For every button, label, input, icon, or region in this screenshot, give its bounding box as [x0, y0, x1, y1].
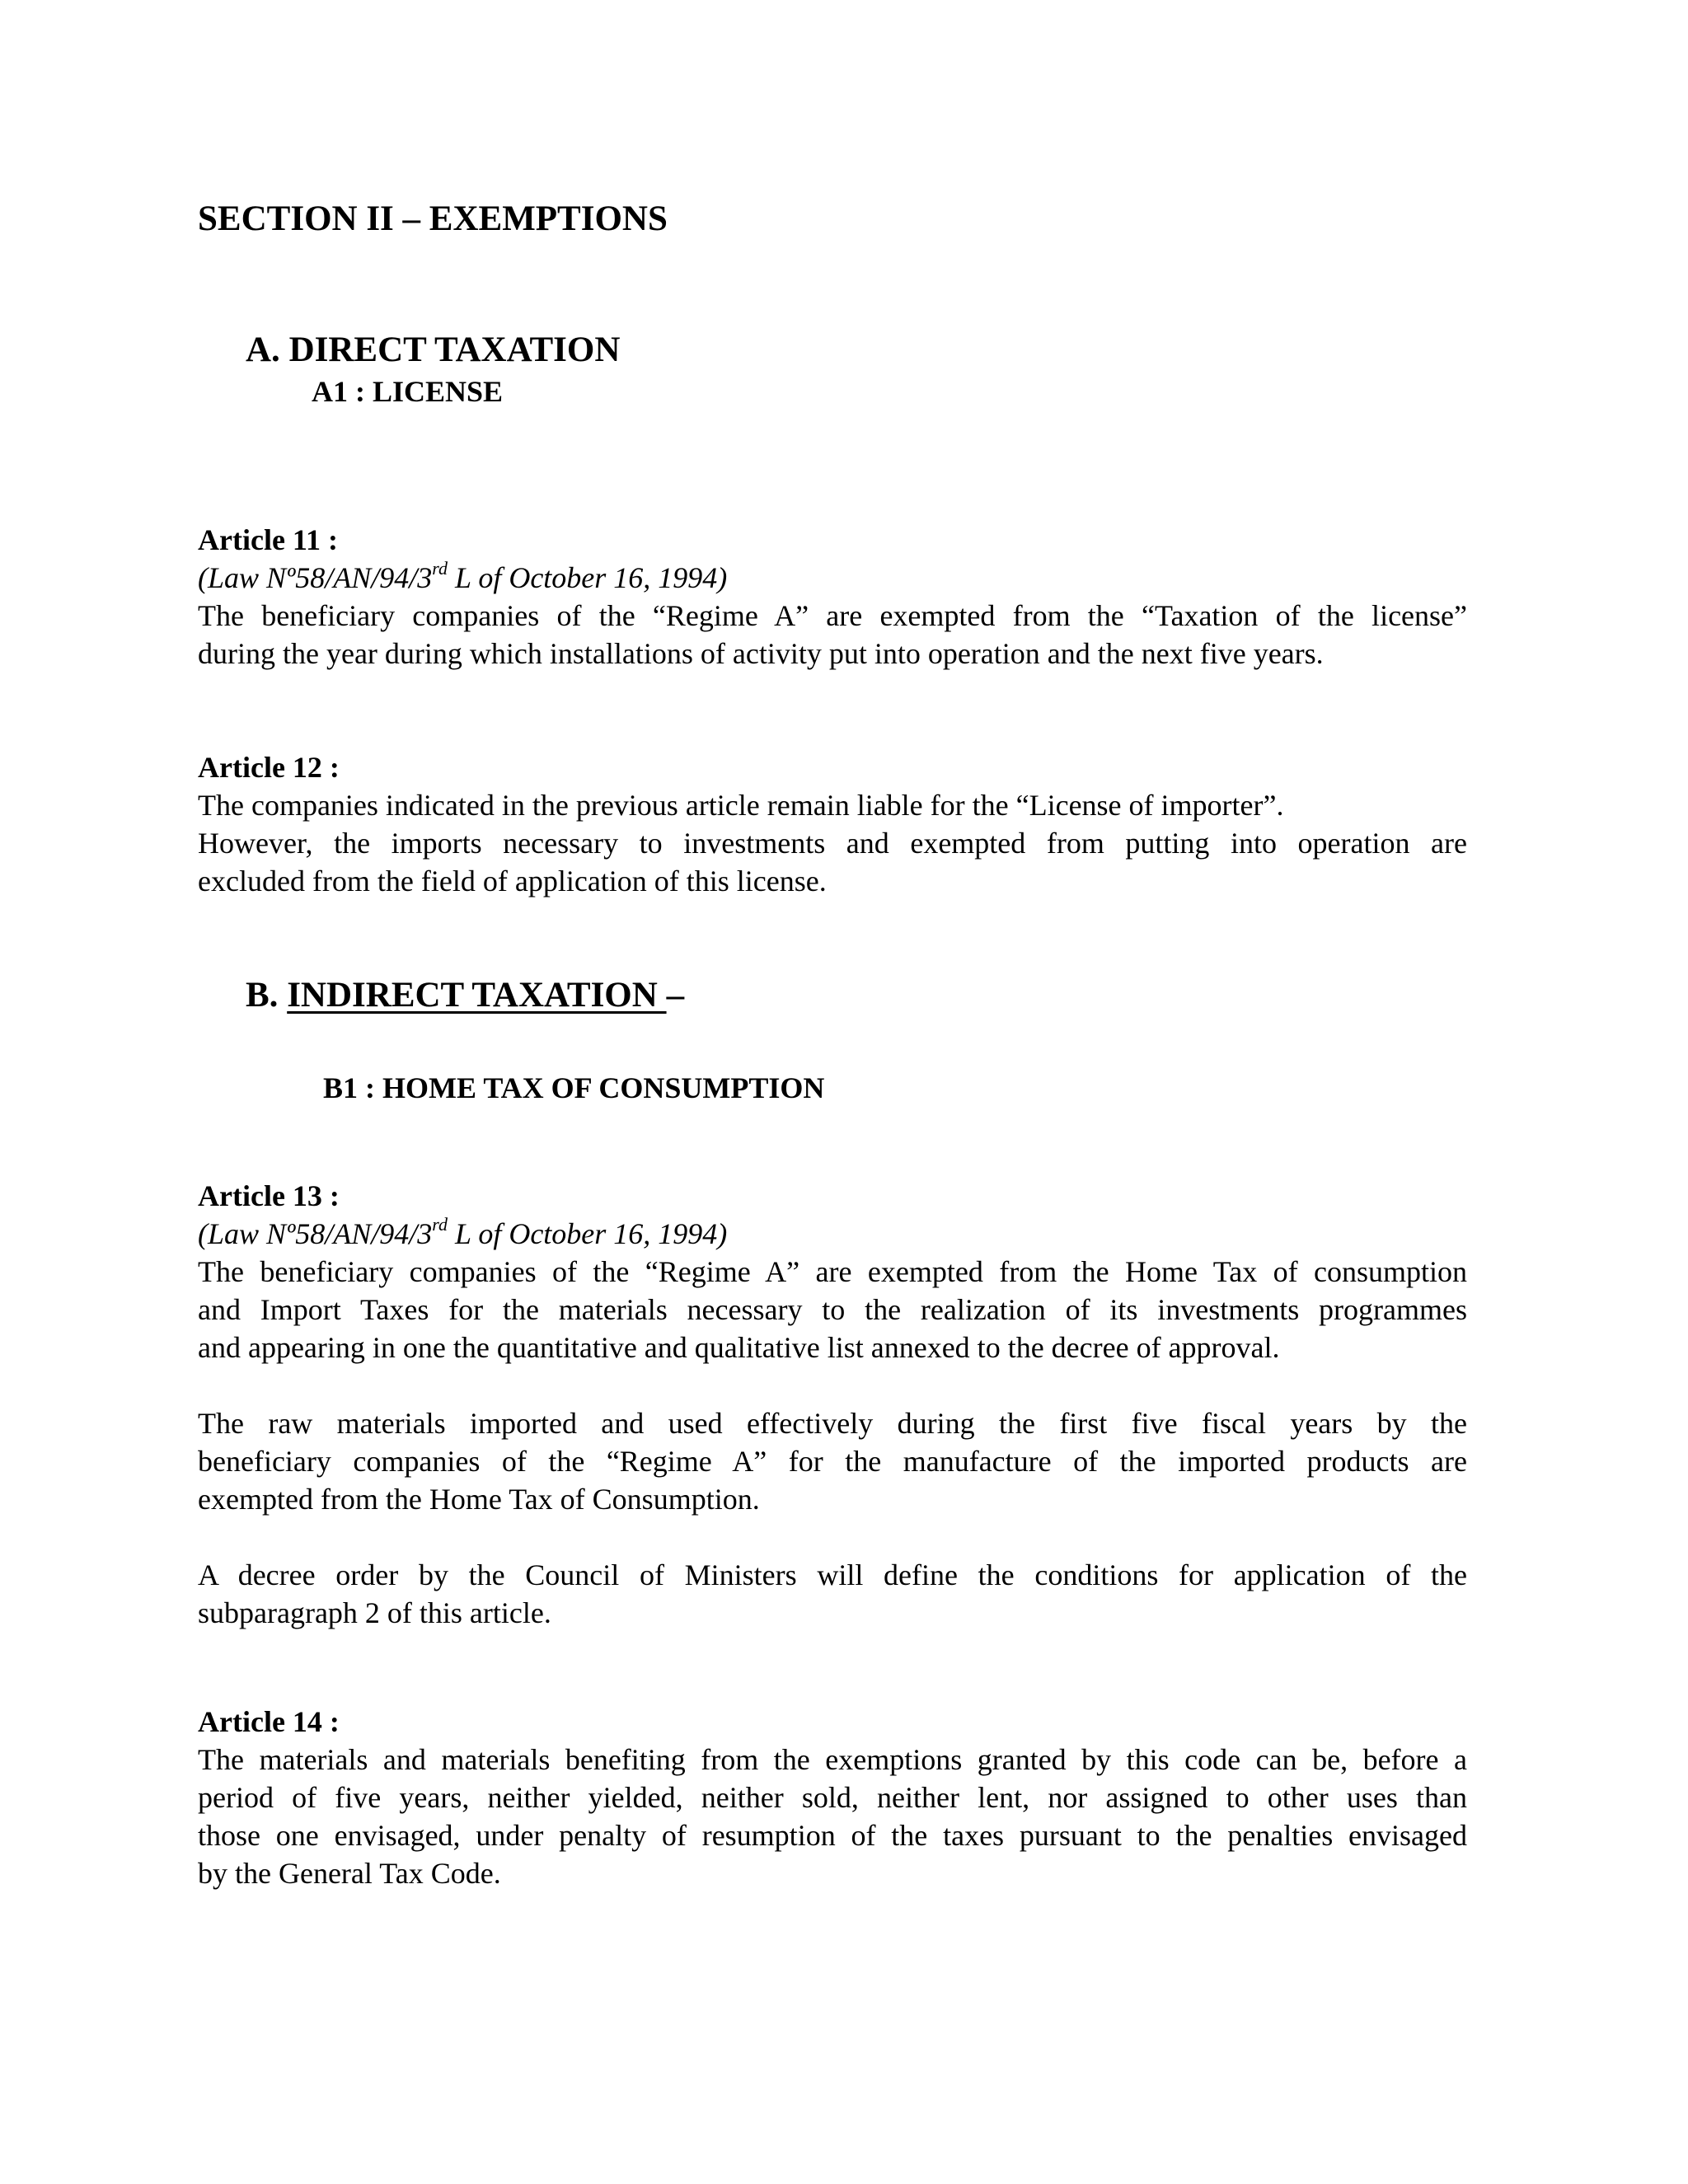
- article-13-line: The beneficiary companies of the “Regime A” are exempted from the Home Tax of consumption: [198, 1255, 1467, 1288]
- part-a-heading: [246, 327, 620, 373]
- article-13-heading: Article 13 :: [198, 1179, 340, 1212]
- article-13-line: and appearing in one the quantitative and qualitative list annexed to the decree of approval.: [198, 1331, 1280, 1364]
- article-14-line: those one envisaged, under penalty of resumption of the taxes pursuant to the penalties envisaged: [198, 1819, 1467, 1852]
- article-11-paragraph: [198, 597, 1467, 673]
- article-14-line: period of five years, neither yielded, neither sold, neither lent, nor assigned to other uses than: [198, 1781, 1467, 1814]
- article-11-line: The beneficiary companies of the “Regime A” are exempted from the “Taxation of the license”: [198, 599, 1467, 632]
- part-b-subheading: B1 : HOME TAX OF CONSUMPTION: [323, 1071, 825, 1104]
- article-14-line: by the General Tax Code.: [198, 1857, 501, 1890]
- part-b-heading: [246, 972, 684, 1019]
- part-a-subheading: A1 : LICENSE: [312, 375, 504, 408]
- section-title: SECTION II – EXEMPTIONS: [198, 199, 668, 238]
- article-12-line: However, the imports necessary to investments and exempted from putting into operation are: [198, 827, 1467, 860]
- article-13-paragraph-2: [198, 1404, 1467, 1518]
- part-b-dash: –: [666, 976, 685, 1015]
- part-a-title: DIRECT TAXATION: [288, 330, 621, 369]
- article-11-heading: Article 11 :: [198, 523, 338, 556]
- article-11-law-reference: (Law Nº58/AN/94/3rd L of October 16, 1994): [198, 558, 728, 594]
- article-14-line: The materials and materials benefiting from the exemptions granted by this code can be, before a: [198, 1743, 1467, 1776]
- part-a-letter: A.: [246, 330, 280, 369]
- article-13-paragraph-1: [198, 1253, 1467, 1366]
- article-12-heading: Article 12 :: [198, 751, 340, 784]
- part-b-letter: B.: [246, 976, 279, 1015]
- article-13-law-reference: (Law Nº58/AN/94/3rd L of October 16, 1994): [198, 1214, 728, 1250]
- part-b-title: INDIRECT TAXATION: [287, 976, 667, 1015]
- article-12-line: excluded from the field of application of this license.: [198, 865, 827, 898]
- article-13-line: The raw materials imported and used effectively during the first five fiscal years by the: [198, 1407, 1467, 1440]
- article-12-line: The companies indicated in the previous article remain liable for the “License of importer”.: [198, 789, 1284, 822]
- article-14-paragraph: [198, 1741, 1467, 1892]
- article-12-paragraph: [198, 786, 1467, 900]
- article-13-line: beneficiary companies of the “Regime A” for the manufacture of the imported products are: [198, 1445, 1467, 1478]
- article-13-line: exempted from the Home Tax of Consumption.: [198, 1483, 760, 1516]
- article-13-line: and Import Taxes for the materials necessary to the realization of its investments programmes: [198, 1293, 1467, 1326]
- article-13-line: subparagraph 2 of this article.: [198, 1596, 551, 1629]
- article-13-paragraph-3: [198, 1556, 1467, 1632]
- article-13-line: A decree order by the Council of Ministers will define the conditions for application of the: [198, 1558, 1467, 1591]
- article-14-heading: Article 14 :: [198, 1705, 340, 1738]
- article-11-line: during the year during which installations of activity put into operation and the next five years.: [198, 637, 1324, 670]
